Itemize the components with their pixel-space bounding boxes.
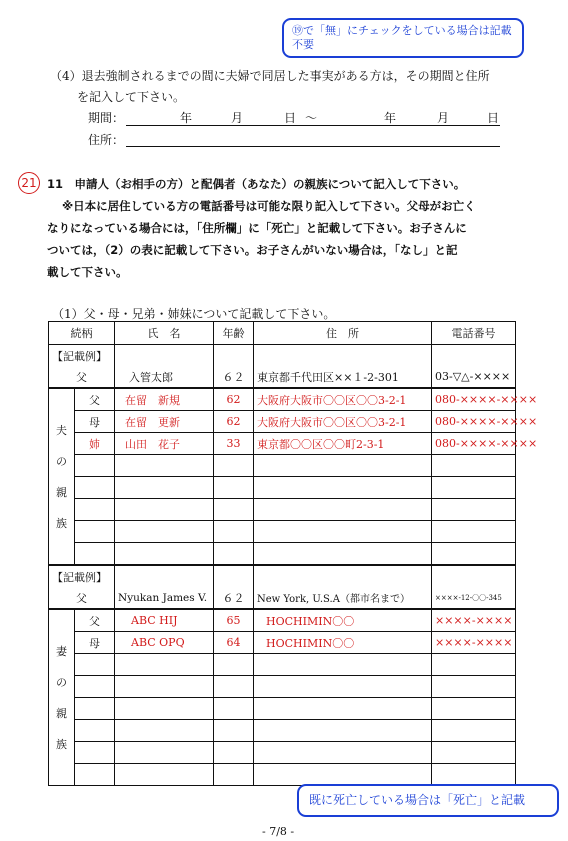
example1-row — [49, 366, 516, 388]
table-row — [49, 411, 516, 433]
example1-name: 入管太郎 — [115, 366, 214, 388]
period-month1: 月 — [231, 111, 244, 125]
table-row — [49, 433, 516, 455]
husband-name-1: 在留 新規 — [115, 388, 214, 411]
example1-address: 東京都千代田区××１-2-301 — [254, 366, 432, 388]
husband-address-1: 大阪府大阪市〇〇区〇〇3-2-1 — [254, 388, 432, 411]
husband-address-3: 東京都〇〇区〇〇町2-3-1 — [254, 433, 432, 455]
table-title: （1）父・母・兄弟・姉妹について記載して下さい。 — [52, 307, 336, 321]
note-top-text: ⑲で「無」にチェックをしている場合は記載不要 — [292, 24, 512, 51]
husband-address-2: 大阪府大阪市〇〇区〇〇3-2-1 — [254, 411, 432, 433]
header-age: 年齢 — [214, 322, 254, 345]
period-month2: 月 — [437, 111, 450, 125]
table-row — [49, 654, 516, 676]
husband-age-2: 62 — [214, 411, 254, 433]
note-box-top — [282, 18, 524, 58]
table-row — [49, 609, 516, 632]
address-underline — [126, 146, 500, 147]
table-row — [49, 632, 516, 654]
section11-note-line4: 載して下さい。 — [47, 265, 128, 279]
period-year2: 年 — [384, 111, 397, 125]
wife-phone-1: ××××-×××× — [432, 609, 516, 632]
period-label: 期間： — [88, 111, 125, 125]
section11-note-line3: ついては，（2）の表に記載して下さい。お子さんがいない場合は，「なし」と記 — [47, 243, 458, 257]
wife-relation-2: 母 — [75, 632, 115, 654]
example1-phone: 03-▽△-×××× — [432, 366, 516, 388]
wife-name-1: ABC HIJ — [115, 609, 214, 632]
husband-relation-2: 母 — [75, 411, 115, 433]
husband-group-label: 夫の親族 — [49, 388, 75, 565]
table-row — [49, 543, 516, 566]
table-header-row — [49, 322, 516, 345]
table-row — [49, 742, 516, 764]
wife-age-1: 65 — [214, 609, 254, 632]
section11-heading: 11 申請人（お相手の方）と配偶者（あなた）の親族について記入して下さい。 — [47, 177, 466, 191]
header-name: 氏 名 — [115, 322, 214, 345]
husband-phone-1: 080-××××-×××× — [432, 388, 516, 411]
husband-age-1: 62 — [214, 388, 254, 411]
period-year1: 年 — [180, 111, 193, 125]
husband-phone-3: 080-××××-×××× — [432, 433, 516, 455]
example2-age: ６２ — [214, 587, 254, 609]
section11-note-line2: なりになっている場合には，「住所欄」に「死亡」と記載して下さい。お子さんに — [47, 221, 467, 235]
family-table — [48, 321, 538, 786]
period-underline — [126, 125, 500, 126]
example2-relation: 父 — [49, 587, 115, 609]
circled-number-21: 21 — [18, 172, 40, 194]
wife-address-1: HOCHIMIN〇〇 — [254, 609, 432, 632]
example1-label-row — [49, 345, 516, 367]
wife-phone-2: ××××-×××× — [432, 632, 516, 654]
section4-line2: を記入して下さい。 — [77, 90, 186, 104]
husband-phone-2: 080-××××-×××× — [432, 411, 516, 433]
header-phone: 電話番号 — [432, 322, 516, 345]
table-row — [49, 388, 516, 411]
table-row — [49, 521, 516, 543]
wife-name-2: ABC OPQ — [115, 632, 214, 654]
header-address: 住 所 — [254, 322, 432, 345]
wife-relation-1: 父 — [75, 609, 115, 632]
example2-label: 【記載例】 — [49, 565, 115, 587]
period-day2: 日 — [487, 111, 500, 125]
note-box-bottom — [297, 784, 559, 817]
period-tilde: ～ — [305, 111, 318, 125]
header-relation: 続柄 — [49, 322, 115, 345]
husband-age-3: 33 — [214, 433, 254, 455]
wife-address-2: HOCHIMIN〇〇 — [254, 632, 432, 654]
example2-address: New York, U.S.A（都市名まで） — [254, 587, 432, 609]
table-row — [49, 499, 516, 521]
husband-relation-3: 姉 — [75, 433, 115, 455]
page-number: - 7/8 - — [262, 825, 295, 838]
section11-note-line1: ※日本に居住している方の電話番号は可能な限り記入して下さい。父母がお亡く — [62, 199, 476, 213]
section4-line1: （4）退去強制されるまでの間に夫婦で同居した事実がある方は，その期間と住所 — [50, 69, 490, 83]
example2-phone: ××××-12-〇〇-345 — [432, 587, 516, 609]
table-row — [49, 477, 516, 499]
table-row — [49, 455, 516, 477]
table-row — [49, 698, 516, 720]
example2-label-row — [49, 565, 516, 587]
address-label: 住所： — [88, 133, 125, 147]
wife-age-2: 64 — [214, 632, 254, 654]
note-bottom-text: 既に死亡している場合は「死亡」と記載 — [309, 793, 526, 807]
period-day1: 日 — [284, 111, 297, 125]
example2-name: Nyukan James V. — [115, 587, 214, 609]
example1-relation: 父 — [49, 366, 115, 388]
table-row — [49, 676, 516, 698]
husband-name-3: 山田 花子 — [115, 433, 214, 455]
table-row — [49, 720, 516, 742]
husband-name-2: 在留 更新 — [115, 411, 214, 433]
table-row — [49, 764, 516, 786]
wife-group-label: 妻の親族 — [49, 609, 75, 786]
husband-relation-1: 父 — [75, 388, 115, 411]
example2-row — [49, 587, 516, 609]
example1-label: 【記載例】 — [49, 345, 115, 367]
example1-age: ６２ — [214, 366, 254, 388]
